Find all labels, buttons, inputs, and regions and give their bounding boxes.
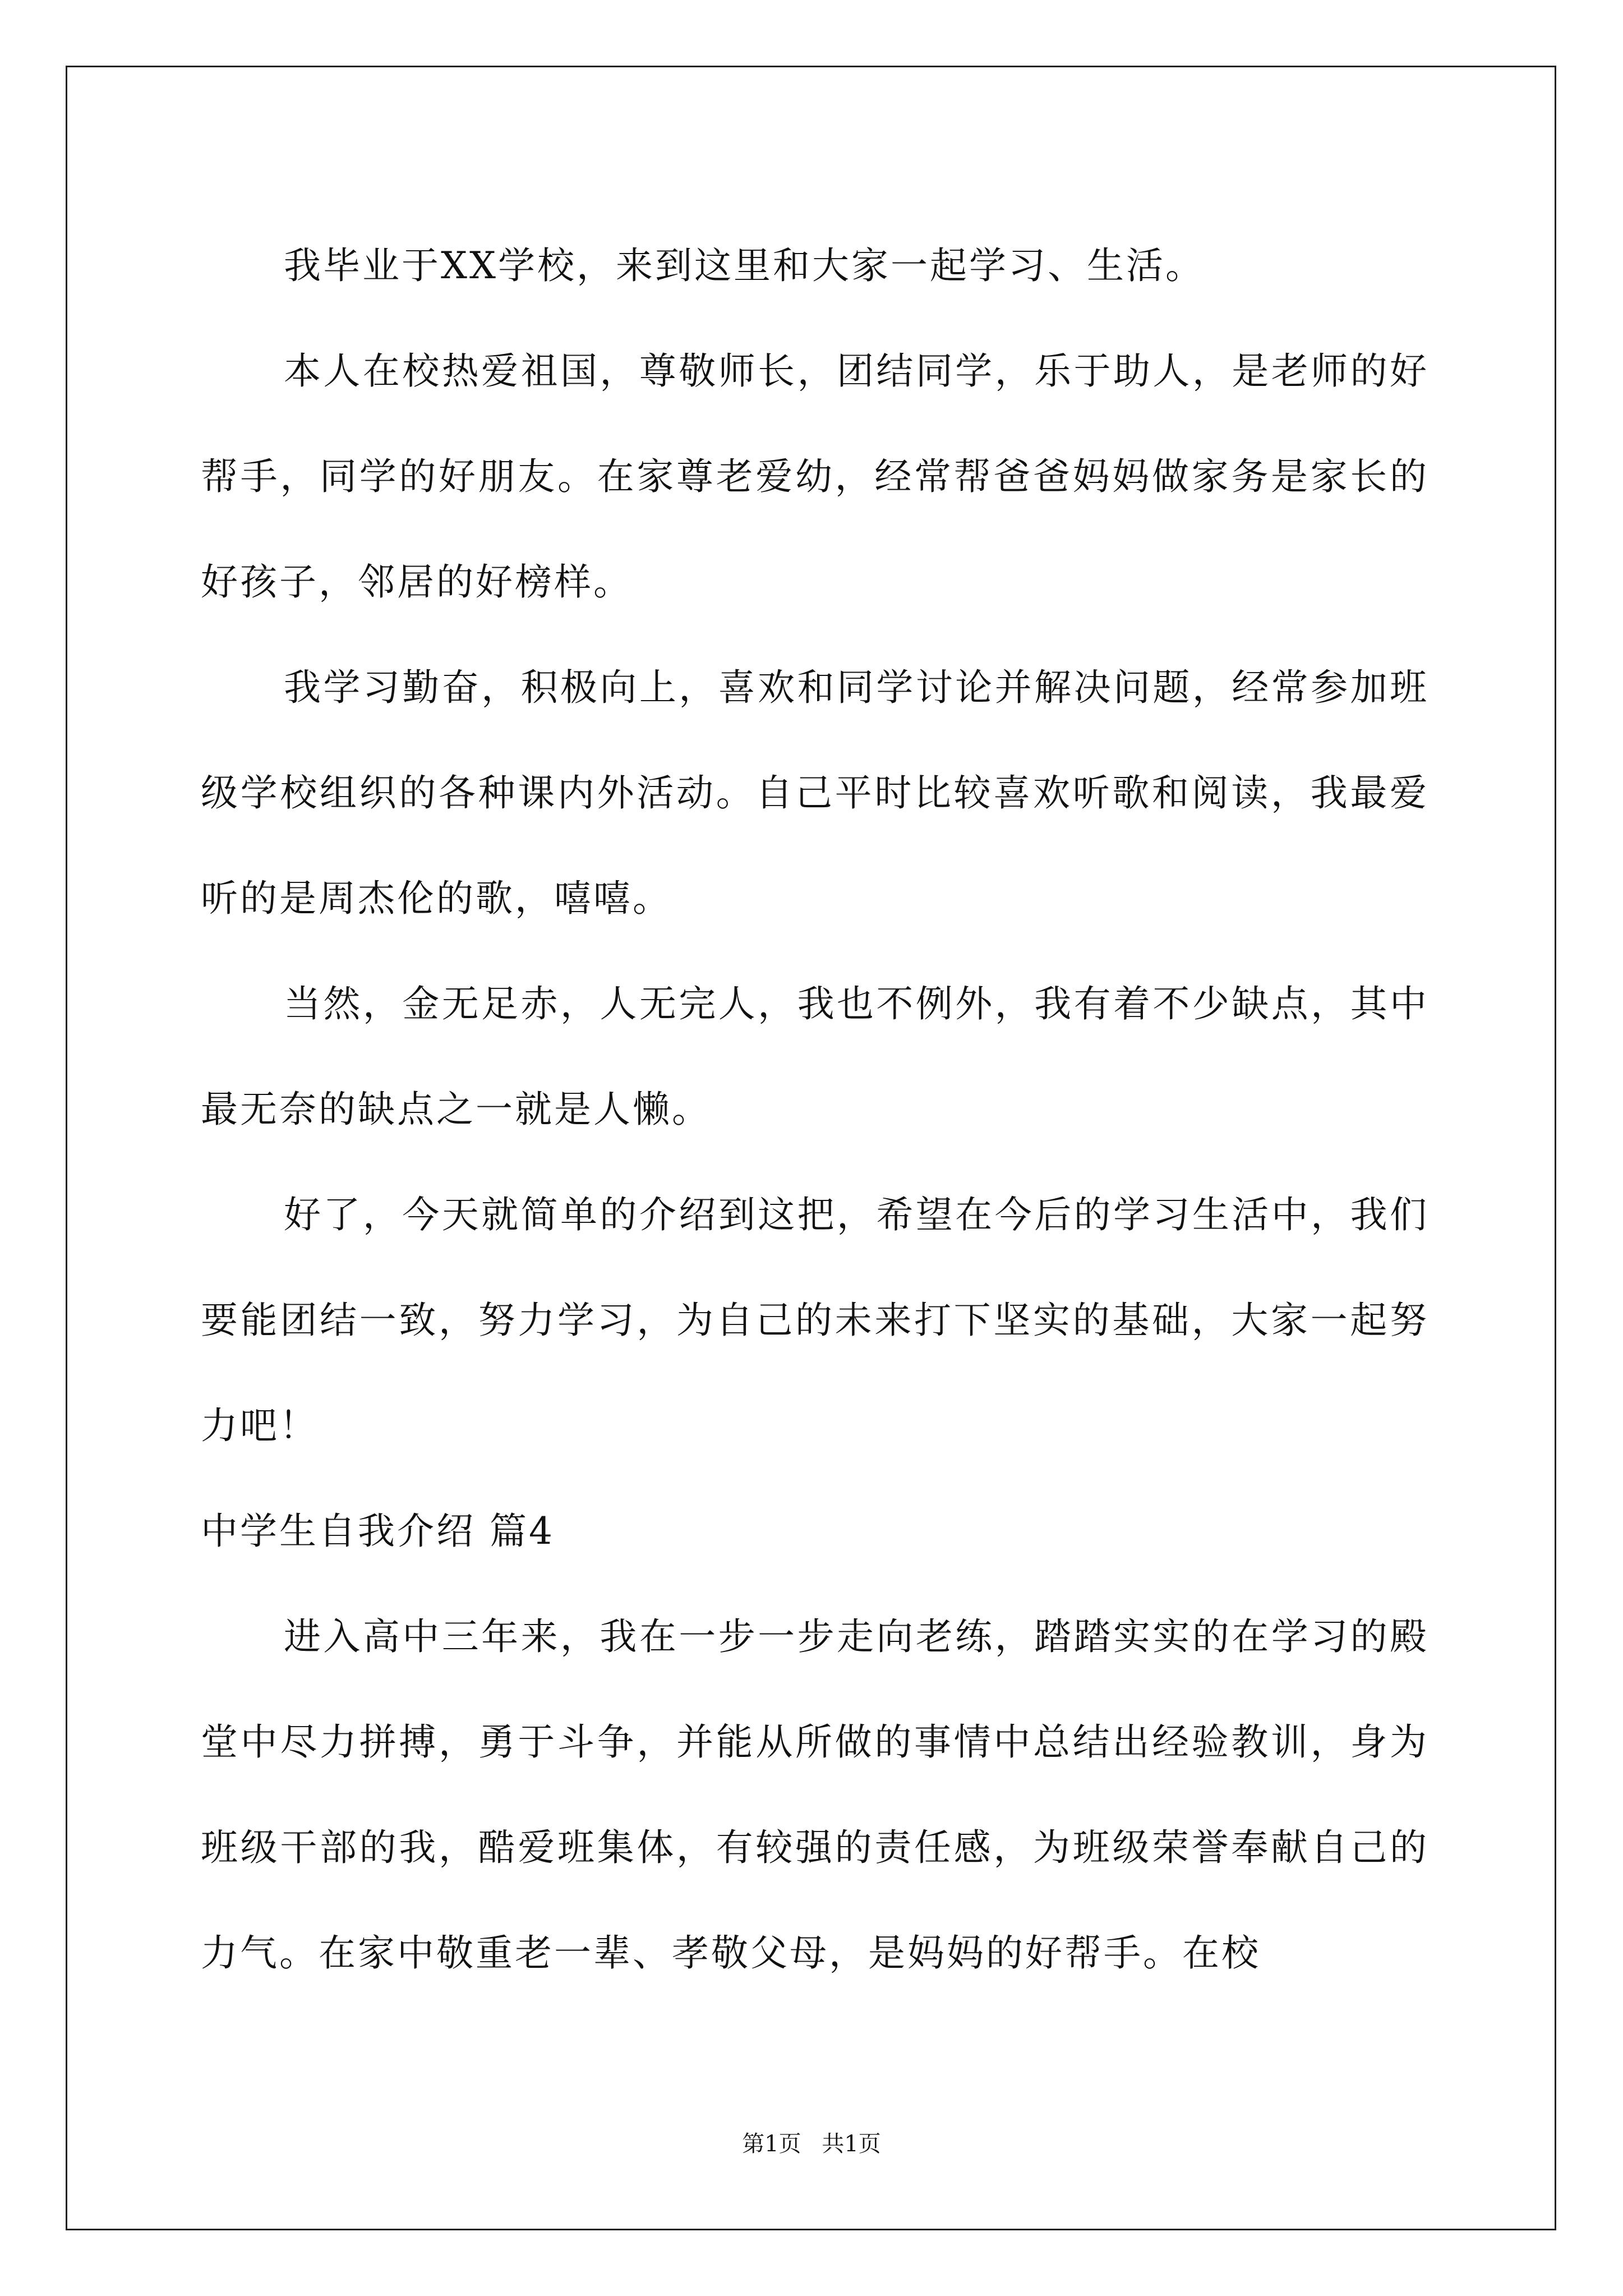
page-total: 共1页 (822, 2131, 881, 2157)
document-body (201, 213, 1429, 2006)
paragraph-4: 当然，金无足赤，人无完人，我也不例外，我有着不少缺点，其中最无奈的缺点之一就是人懒。 (201, 982, 1429, 1131)
paragraph-5: 好了，今天就简单的介绍到这把，希望在今后的学习生活中，我们要能团结一致，努力学习，为自己的未来打下坚实的基础，大家一起努力吧！ (201, 1193, 1429, 1447)
page-footer (0, 2126, 1623, 2158)
section-heading: 中学生自我介绍 篇4 (201, 1510, 555, 1553)
paragraph-2: 本人在校热爱祖国，尊敬师长，团结同学，乐于助人，是老师的好帮手，同学的好朋友。在家尊老爱幼，经常帮爸爸妈妈做家务是家长的好孩子，邻居的好榜样。 (201, 349, 1429, 604)
paragraph-3: 我学习勤奋，积极向上，喜欢和同学讨论并解决问题，经常参加班级学校组织的各种课内外活动。自己平时比较喜欢听歌和阅读，我最爱听的是周杰伦的歌，嘻嘻。 (201, 666, 1429, 920)
section-paragraph-1: 进入高中三年来，我在一步一步走向老练，踏踏实实的在学习的殿堂中尽力拼搏，勇于斗争，并能从所做的事情中总结出经验教训，身为班级干部的我，酷爱班集体，有较强的责任感，为班级荣誉奉献自己的力气。在家中敬重老一辈、孝敬父母，是妈妈的好帮手。在校 (201, 1615, 1429, 1975)
page-number: 第1页 (742, 2131, 801, 2157)
paragraph-1: 我毕业于XX学校，来到这里和大家一起学习、生活。 (284, 244, 1205, 287)
